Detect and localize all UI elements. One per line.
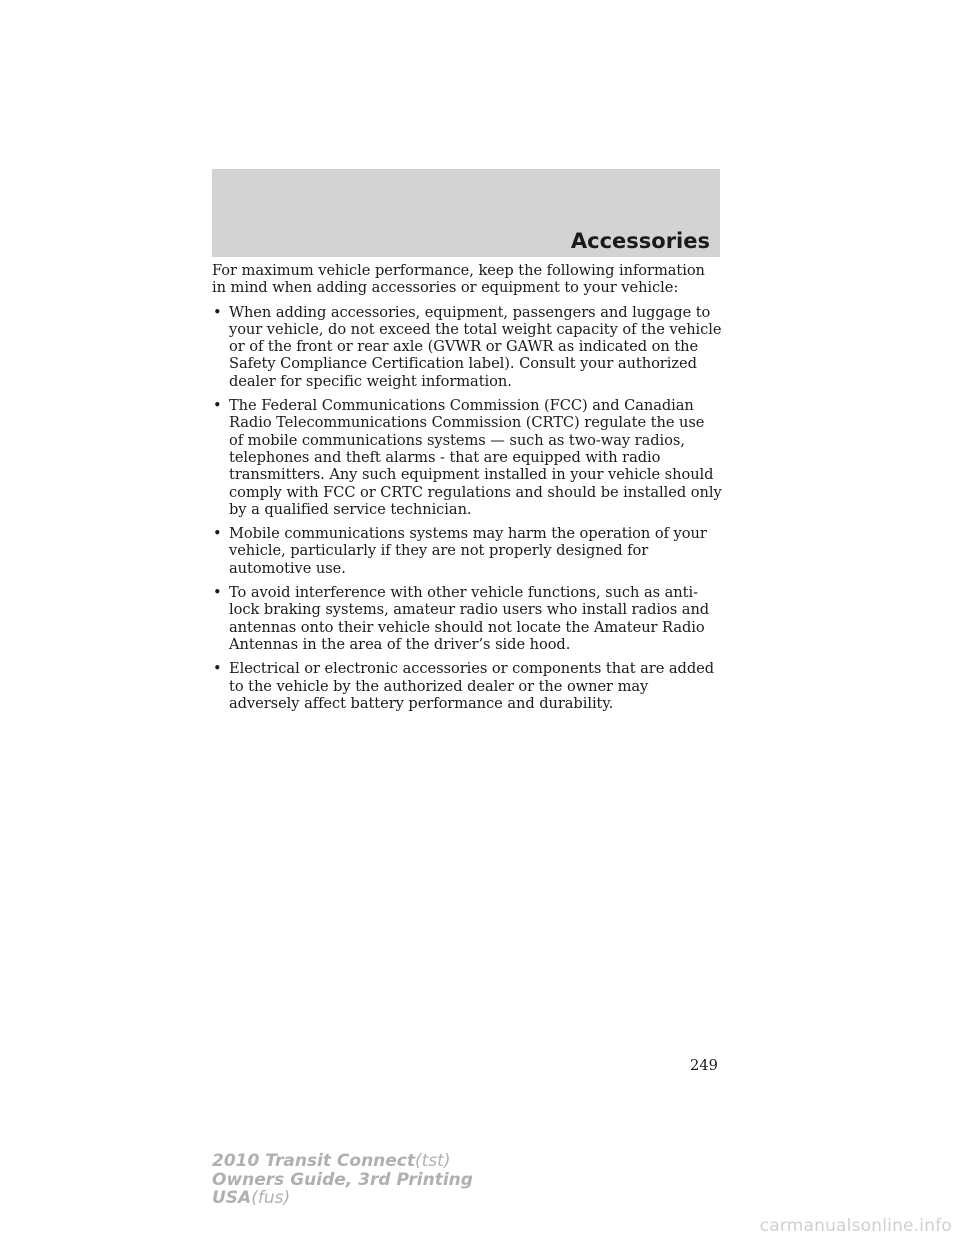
footer-model: 2010 Transit Connect [212,1151,416,1171]
list-item-text: The Federal Communications Commission (FCC) and Canadian Radio Telecommunications Commission (CRTC) regulate the use of mobile communications systems — such as two-way radios, telephones and theft alarms - that are equipped with radio transmitters. Any such equipment installed in your vehicle should comply with FCC or CRTC regulations and should be installed only by a qualified service technician. [229,397,722,518]
list-item [212,525,722,577]
list-item [212,584,722,653]
list-item-text: To avoid interference with other vehicle functions, such as anti-lock braking systems, amateur radio users who install radios and antennas onto their vehicle should not locate the Amateur Radio Antennas in the area of the driver’s side hood. [229,584,710,653]
footer-line-3 [212,1189,473,1208]
section-header-band [212,169,720,257]
list-item [212,660,722,712]
bullet-icon: • [213,303,222,321]
footer-model-code: (tst) [415,1151,451,1171]
list-item [212,397,722,518]
list-item-text: When adding accessories, equipment, passengers and luggage to your vehicle, do not exceed the total weight capacity of the vehicle or of the front or rear axle (GVWR or GAWR as indicated on the Safety Compliance Certification label). Consult your authorized dealer for specific weight information. [229,303,722,390]
site-watermark: carmanualsonline.info [759,1216,952,1236]
bullet-icon: • [213,584,222,602]
bullet-icon: • [213,660,222,678]
list-item [212,304,722,390]
footer-edition: Owners Guide, 3rd Printing [212,1169,473,1190]
bullet-icon: • [213,397,222,415]
bullet-icon: • [213,525,222,543]
section-title: Accessories [570,229,710,253]
page-body [212,262,722,719]
intro-paragraph: For maximum vehicle performance, keep the following information in mind when adding accessories or equipment to your vehicle: [212,262,705,297]
footer-line-2 [212,1171,473,1190]
document-footer [212,1152,473,1208]
page-number: 249 [690,1057,718,1074]
bullet-list [212,304,722,713]
footer-market-code: (fus) [251,1188,291,1208]
footer-market: USA [212,1188,252,1208]
footer-line-1 [212,1152,473,1171]
list-item-text: Electrical or electronic accessories or components that are added to the vehicle by the authorized dealer or the owner may adversely affect battery performance and durability. [229,660,714,712]
list-item-text: Mobile communications systems may harm the operation of your vehicle, particularly if they are not properly designed for automotive use. [229,525,707,577]
